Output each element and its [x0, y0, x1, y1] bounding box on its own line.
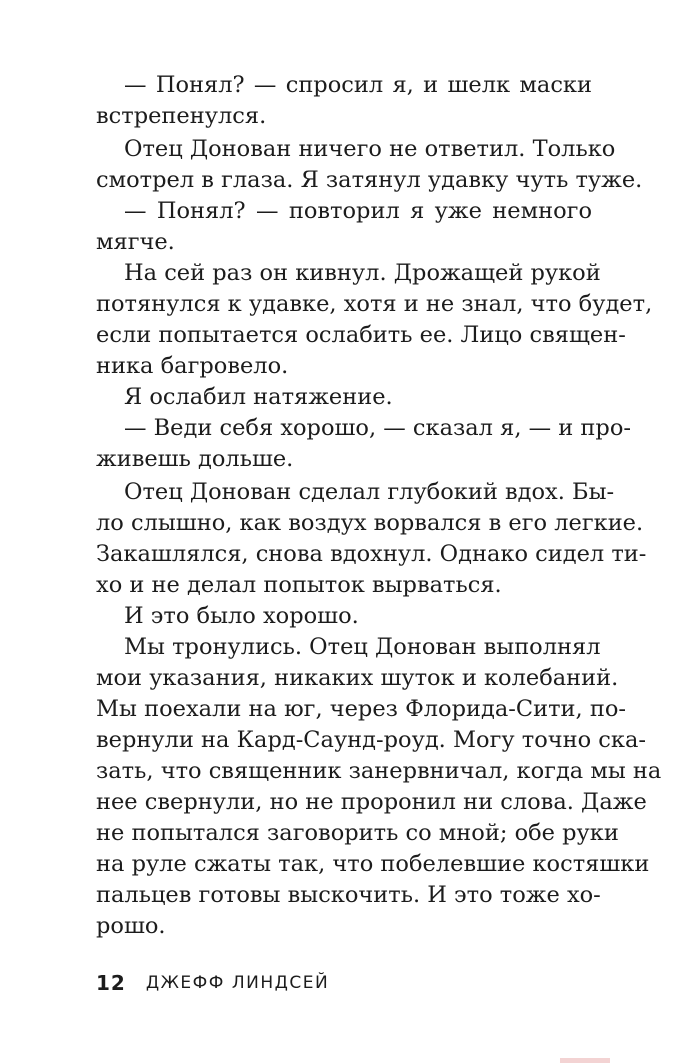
- running-head-author: ДЖЕФФ ЛИНДСЕЙ: [145, 973, 330, 993]
- text-line: Мы тронулись. Отец Донован выполнял: [124, 634, 601, 660]
- text-line: вернули на Кард-Саунд-роуд. Могу точно ска-: [96, 727, 646, 753]
- text-line: хо и не делал попыток вырваться.: [96, 572, 502, 598]
- text-line: на руле сжаты так, что побелевшие костяшки: [96, 851, 650, 877]
- text-line: Я ослабил натяжение.: [124, 384, 393, 410]
- page-footer: [96, 970, 329, 996]
- text-line: потянулся к удавке, хотя и не знал, что будет,: [96, 291, 653, 317]
- text-line: — Понял? — спросил я, и шелк маски: [124, 72, 592, 98]
- text-line: пальцев готовы выскочить. И это тоже хо-: [96, 882, 601, 908]
- text-line: нее свернули, но не проронил ни слова. Даже: [96, 789, 647, 815]
- text-line: Мы поехали на юг, через Флорида-Сити, по-: [96, 696, 626, 722]
- page-number: 12: [96, 971, 126, 995]
- text-line: если попытается ослабить ее. Лицо священ-: [96, 322, 626, 348]
- text-line: смотрел в глаза. Я затянул удавку чуть туже.: [96, 167, 643, 193]
- text-line: — Понял? — повторил я уже немного: [124, 198, 592, 224]
- text-line: И это было хорошо.: [124, 603, 359, 629]
- text-line: мягче.: [96, 229, 175, 255]
- text-line: живешь дольше.: [96, 446, 294, 472]
- text-line: ника багровело.: [96, 353, 289, 379]
- text-line: ло слышно, как воздух ворвался в его легкие.: [96, 510, 644, 536]
- text-line: встрепенулся.: [96, 103, 267, 129]
- text-line: Закашлялся, снова вдохнул. Однако сидел ти-: [96, 541, 647, 567]
- text-line: рошо.: [96, 913, 166, 939]
- scan-edge-mark: [560, 1058, 610, 1063]
- text-line: На сей раз он кивнул. Дрожащей рукой: [124, 260, 601, 286]
- text-line: зать, что священник занервничал, когда мы на: [96, 758, 662, 784]
- text-line: мои указания, никаких шуток и колебаний.: [96, 665, 619, 691]
- text-line: не попытался заговорить со мной; обе руки: [96, 820, 619, 846]
- text-line: — Веди себя хорошо, — сказал я, — и про-: [124, 415, 631, 441]
- text-line: Отец Донован сделал глубокий вдох. Бы-: [124, 479, 615, 505]
- text-line: Отец Донован ничего не ответил. Только: [124, 136, 616, 162]
